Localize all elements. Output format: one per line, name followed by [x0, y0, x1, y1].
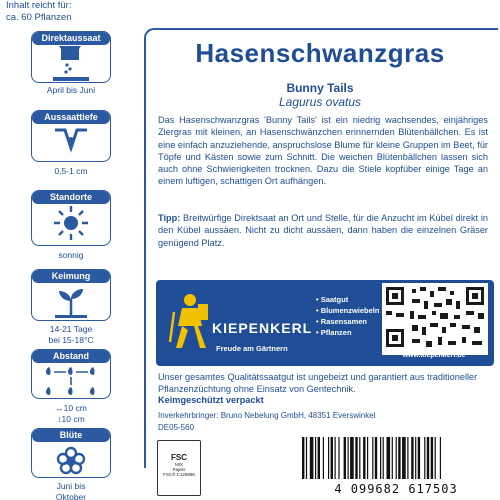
flower-icon: [32, 442, 110, 478]
brand-list-item: • Rasensamen: [316, 317, 367, 326]
barcode-bar: [355, 437, 357, 479]
germ-sealed-note: Keimgeschützt verpackt: [158, 395, 264, 405]
brand-list-item: • Saatgut: [316, 295, 349, 304]
contents-value: ca. 60 Pflanzen: [6, 12, 72, 23]
card-location: [31, 190, 111, 246]
seedling-icon: [32, 283, 110, 321]
fsc-logo: FSC: [171, 453, 187, 462]
fsc-paper: Papier: [172, 467, 186, 472]
brand-list: [316, 294, 386, 338]
importer-info: [158, 410, 492, 434]
card-caption: [31, 403, 111, 425]
barcode-bar: [435, 437, 436, 479]
spacing-vertical: ↕10 cm: [57, 414, 85, 424]
barcode-bar: [396, 437, 397, 479]
brand-name: KIEPENKERL: [212, 320, 313, 336]
importer-address: Inverkehrbringer: Bruno Nebelung GmbH, 48351 Everswinkel: [158, 411, 376, 420]
guarantee-text: Unser gesamtes Qualitätssaatgut ist ungebeizt und garantiert aus traditioneller Pflanzenzüchtung ohne Einsatz von Gentechnik.: [158, 372, 478, 394]
barcode-bar: [372, 437, 373, 479]
card-direct-sowing: [31, 31, 111, 83]
germination-days: 14-21 Tage: [49, 324, 93, 334]
card-head: Keimung: [32, 270, 110, 283]
barcode-bar: [418, 437, 420, 479]
barcode-bar: [392, 437, 393, 479]
card-head: Direktaussaat: [32, 32, 110, 45]
spacing-horizontal: ↔10 cm: [55, 403, 87, 413]
barcode-bar: [415, 437, 416, 479]
barcode-bar: [331, 437, 333, 479]
barcode-bar: [375, 437, 377, 479]
barcode-bar: [411, 437, 413, 479]
barcode-bar: [387, 437, 391, 479]
barcode-bar: [328, 437, 329, 479]
fsc-badge: [157, 440, 201, 496]
card-caption: 0,5-1 cm: [54, 166, 88, 176]
card-head: Abstand: [32, 350, 110, 363]
card-head: Standorte: [32, 191, 110, 204]
barcode-bar: [383, 437, 384, 479]
product-title: Hasenschwanzgras: [195, 38, 445, 68]
barcode-bar: [344, 437, 346, 479]
barcode-bar: [359, 437, 360, 479]
barcode-bar: [318, 437, 320, 479]
card-head: Blüte: [32, 429, 110, 442]
control-code: DE05-560: [158, 423, 195, 432]
bloom-period-end: Oktober: [55, 492, 87, 500]
barcode: [298, 437, 494, 481]
contents-label: Inhalt reicht für:: [6, 0, 72, 11]
contents-info: [6, 0, 116, 24]
barcode-bar: [407, 437, 408, 479]
barcode-bar: [380, 437, 381, 479]
barcode-bar: [424, 437, 425, 479]
barcode-bar: [402, 437, 406, 479]
card-bloom: [31, 428, 111, 478]
seed-depth-icon: [32, 124, 110, 162]
fsc-mix: MIX: [174, 462, 183, 467]
tip-text: Breitwürfige Direktsaat an Ort und Stelle, für die Anzucht im Kübel direkt in den Kübel aussäen. Nicht zu dicht aussäen, dann haben die einzelnen Gräser genügend Platz.: [158, 213, 488, 248]
barcode-bar: [315, 437, 316, 479]
card-germination: [31, 269, 111, 321]
tip-label: Tipp:: [158, 213, 181, 223]
bloom-period-start: Juni bis: [56, 481, 86, 491]
card-sowing-depth: [31, 110, 111, 162]
card-caption: sonnig: [58, 250, 84, 260]
barcode-bar: [310, 437, 314, 479]
website-link[interactable]: www.kiepenkerl.de: [402, 352, 466, 359]
card-caption: [31, 481, 111, 500]
barcode-bar: [350, 437, 354, 479]
qr-code[interactable]: [382, 283, 488, 355]
brand-banner: [156, 280, 494, 366]
barcode-bar: [363, 437, 365, 479]
brand-tagline: Freude am Gärtnern: [216, 344, 288, 353]
description: Das Hasenschwanzgras 'Bunny Tails' ist ein niedrig wachsendes, einjähriges Ziergras mit kleinen, an Hasenschwänzchen erinnernden Blütenbällchen. Es ist eine einfach anzuziehende, anspruchslose Blume für kleine Gruppen im Beet, für Töpfe und Kästen sowie zum Schnitt. Die weichen Blütenbällchen lassen sich auch ohne Schwierigkeiten trocknen. Dazu die Stiele kopfüber einige Tage an einem luftigen, schattigen Ort aufhängen.: [158, 115, 488, 187]
barcode-bar: [398, 437, 400, 479]
barcode-bar: [302, 437, 304, 479]
barcode-bar: [367, 437, 368, 479]
brand-list-item: • Pflanzen: [316, 328, 352, 337]
fsc-id: FSC® C125896: [163, 472, 195, 477]
brand-list-item: • Blumenzwiebeln: [316, 306, 380, 315]
latin-name: Lagurus ovatus: [278, 95, 362, 109]
sowing-icon: [32, 45, 110, 83]
tip-paragraph: [158, 212, 488, 249]
spacing-icon: [32, 363, 110, 399]
card-spacing: [31, 349, 111, 399]
barcode-bar: [323, 437, 324, 479]
barcode-bar: [338, 437, 339, 479]
barcode-bar: [440, 437, 441, 479]
barcode-bar: [427, 437, 429, 479]
sun-icon: [32, 204, 110, 242]
barcode-bar: [335, 437, 336, 479]
barcode-number: 4 099682 617503: [334, 482, 458, 496]
card-caption: April bis Juni: [46, 85, 96, 95]
card-caption: [31, 324, 111, 346]
barcode-bar: [348, 437, 349, 479]
barcode-bar: [306, 437, 307, 479]
card-head: Aussaattiefe: [32, 111, 110, 124]
barcode-bar: [431, 437, 433, 479]
germination-temp: bei 15-18°C: [48, 335, 94, 345]
variety-name: Bunny Tails: [286, 81, 354, 95]
